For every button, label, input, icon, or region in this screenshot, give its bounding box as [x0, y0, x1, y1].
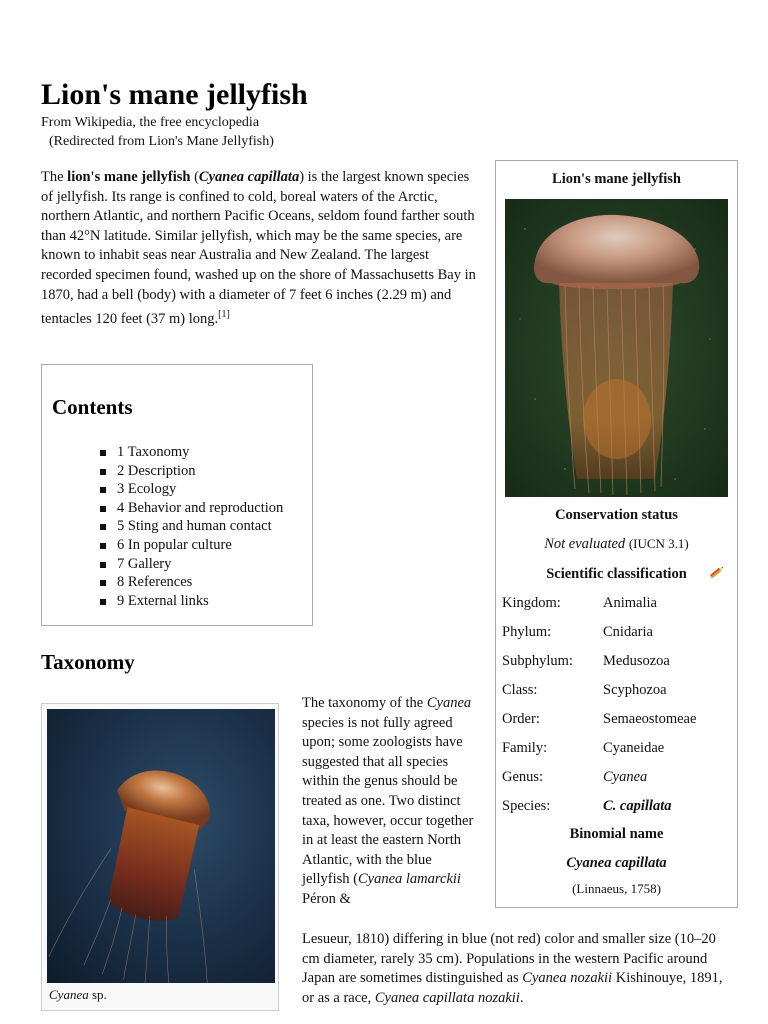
toc-item-sting[interactable]: 5 Sting and human contact [100, 517, 283, 536]
thumbnail-caption [49, 987, 107, 1003]
toc-item-description[interactable]: 2 Description [100, 462, 283, 481]
infobox-title: Lion's mane jellyfish [552, 171, 681, 187]
taxon-value-family[interactable]: Cyaneidae [603, 740, 665, 756]
intro-text-3: ) is the largest known species of jellyfish. Its range is confined to cold, boreal waters of the Arctic, northern Atlantic, and northern Pacific Oceans, seldom found farther south than 42°N latitude. Similar jellyfish, which may be the same species, are known to inhabit seas near Australia and New Zealand. The largest recorded specimen found, washed up on the shore of Massachusetts Bay in 1870, had a bell (body) with a diameter of 7 feet 6 inches (2.29 m) and tentacles 120 feet (37 m) long. [41, 169, 476, 327]
pencil-icon[interactable] [708, 563, 726, 581]
caption-rest: sp. [88, 987, 107, 1002]
binomial-heading: Binomial name [569, 826, 664, 842]
binomial-name: Cyanea capillata [566, 855, 667, 871]
taxon-value-species: C. capillata [603, 798, 672, 814]
taxon-value-phylum[interactable]: Cnidaria [603, 624, 653, 640]
intro-text-1: The [41, 169, 68, 185]
species-infobox: Lion's mane jellyfish Conservation status Not evaluated (IUCN 3.1) Scientific classification Kingdom: Animalia Phylum: Cnidaria Subphylum: Medusozoa Class: Scyphozoa Order: Semaeostomeae Family: Cyaneidae Genus: Cyanea Species: C. capillata Binomial name Cyanea capillata (Linnaeus, 1758) [495, 160, 738, 908]
taxonomy-paragraph-continued: Lesueur, 1810) differing in blue (not red) color and smaller size (10–20 cm diameter, rarely 35 cm). Populations in the western Pacific around Japan are sometimes distinguished as Cyanea nozakii Kishinouye, 1891, or as a race, Cyanea capillata nozakii. [302, 931, 723, 1006]
intro-text-2: ( [190, 169, 199, 185]
intro-reference-link[interactable]: [1] [218, 309, 230, 321]
toc-title: Contents [52, 395, 133, 419]
jellyfish-photo[interactable] [47, 709, 275, 983]
intro-scientific-name: Cyanea capillata [198, 169, 300, 185]
toc-item-references[interactable]: 8 References [100, 573, 283, 592]
intro-common-name: lion's mane jellyfish [67, 169, 191, 185]
jellyfish-illustration [47, 709, 275, 983]
jellyfish-illustration [505, 199, 728, 497]
toc-item-popular-culture[interactable]: 6 In popular culture [100, 536, 283, 555]
toc-list [100, 443, 283, 610]
taxon-value-subphylum[interactable]: Medusozoa [603, 653, 670, 669]
conservation-heading: Conservation status [555, 507, 678, 523]
binomial-authority[interactable]: (Linnaeus, 1758) [572, 881, 661, 896]
classification-heading: Scientific classification [546, 566, 687, 582]
conservation-status [496, 536, 737, 553]
toc-item-external-links[interactable]: 9 External links [100, 592, 283, 611]
page-title: Lion's mane jellyfish [41, 78, 308, 111]
section-heading-taxonomy: Taxonomy [41, 650, 135, 674]
table-of-contents [41, 364, 313, 626]
page-subtitle: From Wikipedia, the free encyclopedia [41, 115, 260, 130]
caption-genus: Cyanea [49, 987, 89, 1002]
taxon-value-genus[interactable]: Cyanea [603, 769, 648, 785]
redirect-notice[interactable]: (Redirected from Lion's Mane Jellyfish) [49, 134, 274, 149]
toc-item-behavior[interactable]: 4 Behavior and reproduction [100, 499, 283, 518]
infobox-photo[interactable] [505, 199, 728, 497]
status-value[interactable]: Not evaluated [544, 536, 626, 552]
toc-item-ecology[interactable]: 3 Ecology [100, 480, 283, 499]
toc-item-taxonomy[interactable]: 1 Taxonomy [100, 443, 283, 462]
taxon-value-kingdom[interactable]: Animalia [603, 595, 657, 611]
taxonomy-paragraph: The taxonomy of the Cyanea species is not fully agreed upon; some zoologists have suggested that all species within the genus should be treated as one. Two distinct taxa, however, occur together in at least the eastern North Atlantic, with the blue jellyfish (Cyanea lamarckii Péron & [302, 695, 474, 907]
intro-paragraph [41, 168, 477, 330]
taxon-value-order[interactable]: Semaeostomeae [603, 711, 697, 727]
taxon-value-class[interactable]: Scyphozoa [603, 682, 667, 698]
toc-item-gallery[interactable]: 7 Gallery [100, 555, 283, 574]
status-source[interactable]: (IUCN 3.1) [628, 536, 689, 551]
thumbnail-figure [41, 703, 279, 1011]
